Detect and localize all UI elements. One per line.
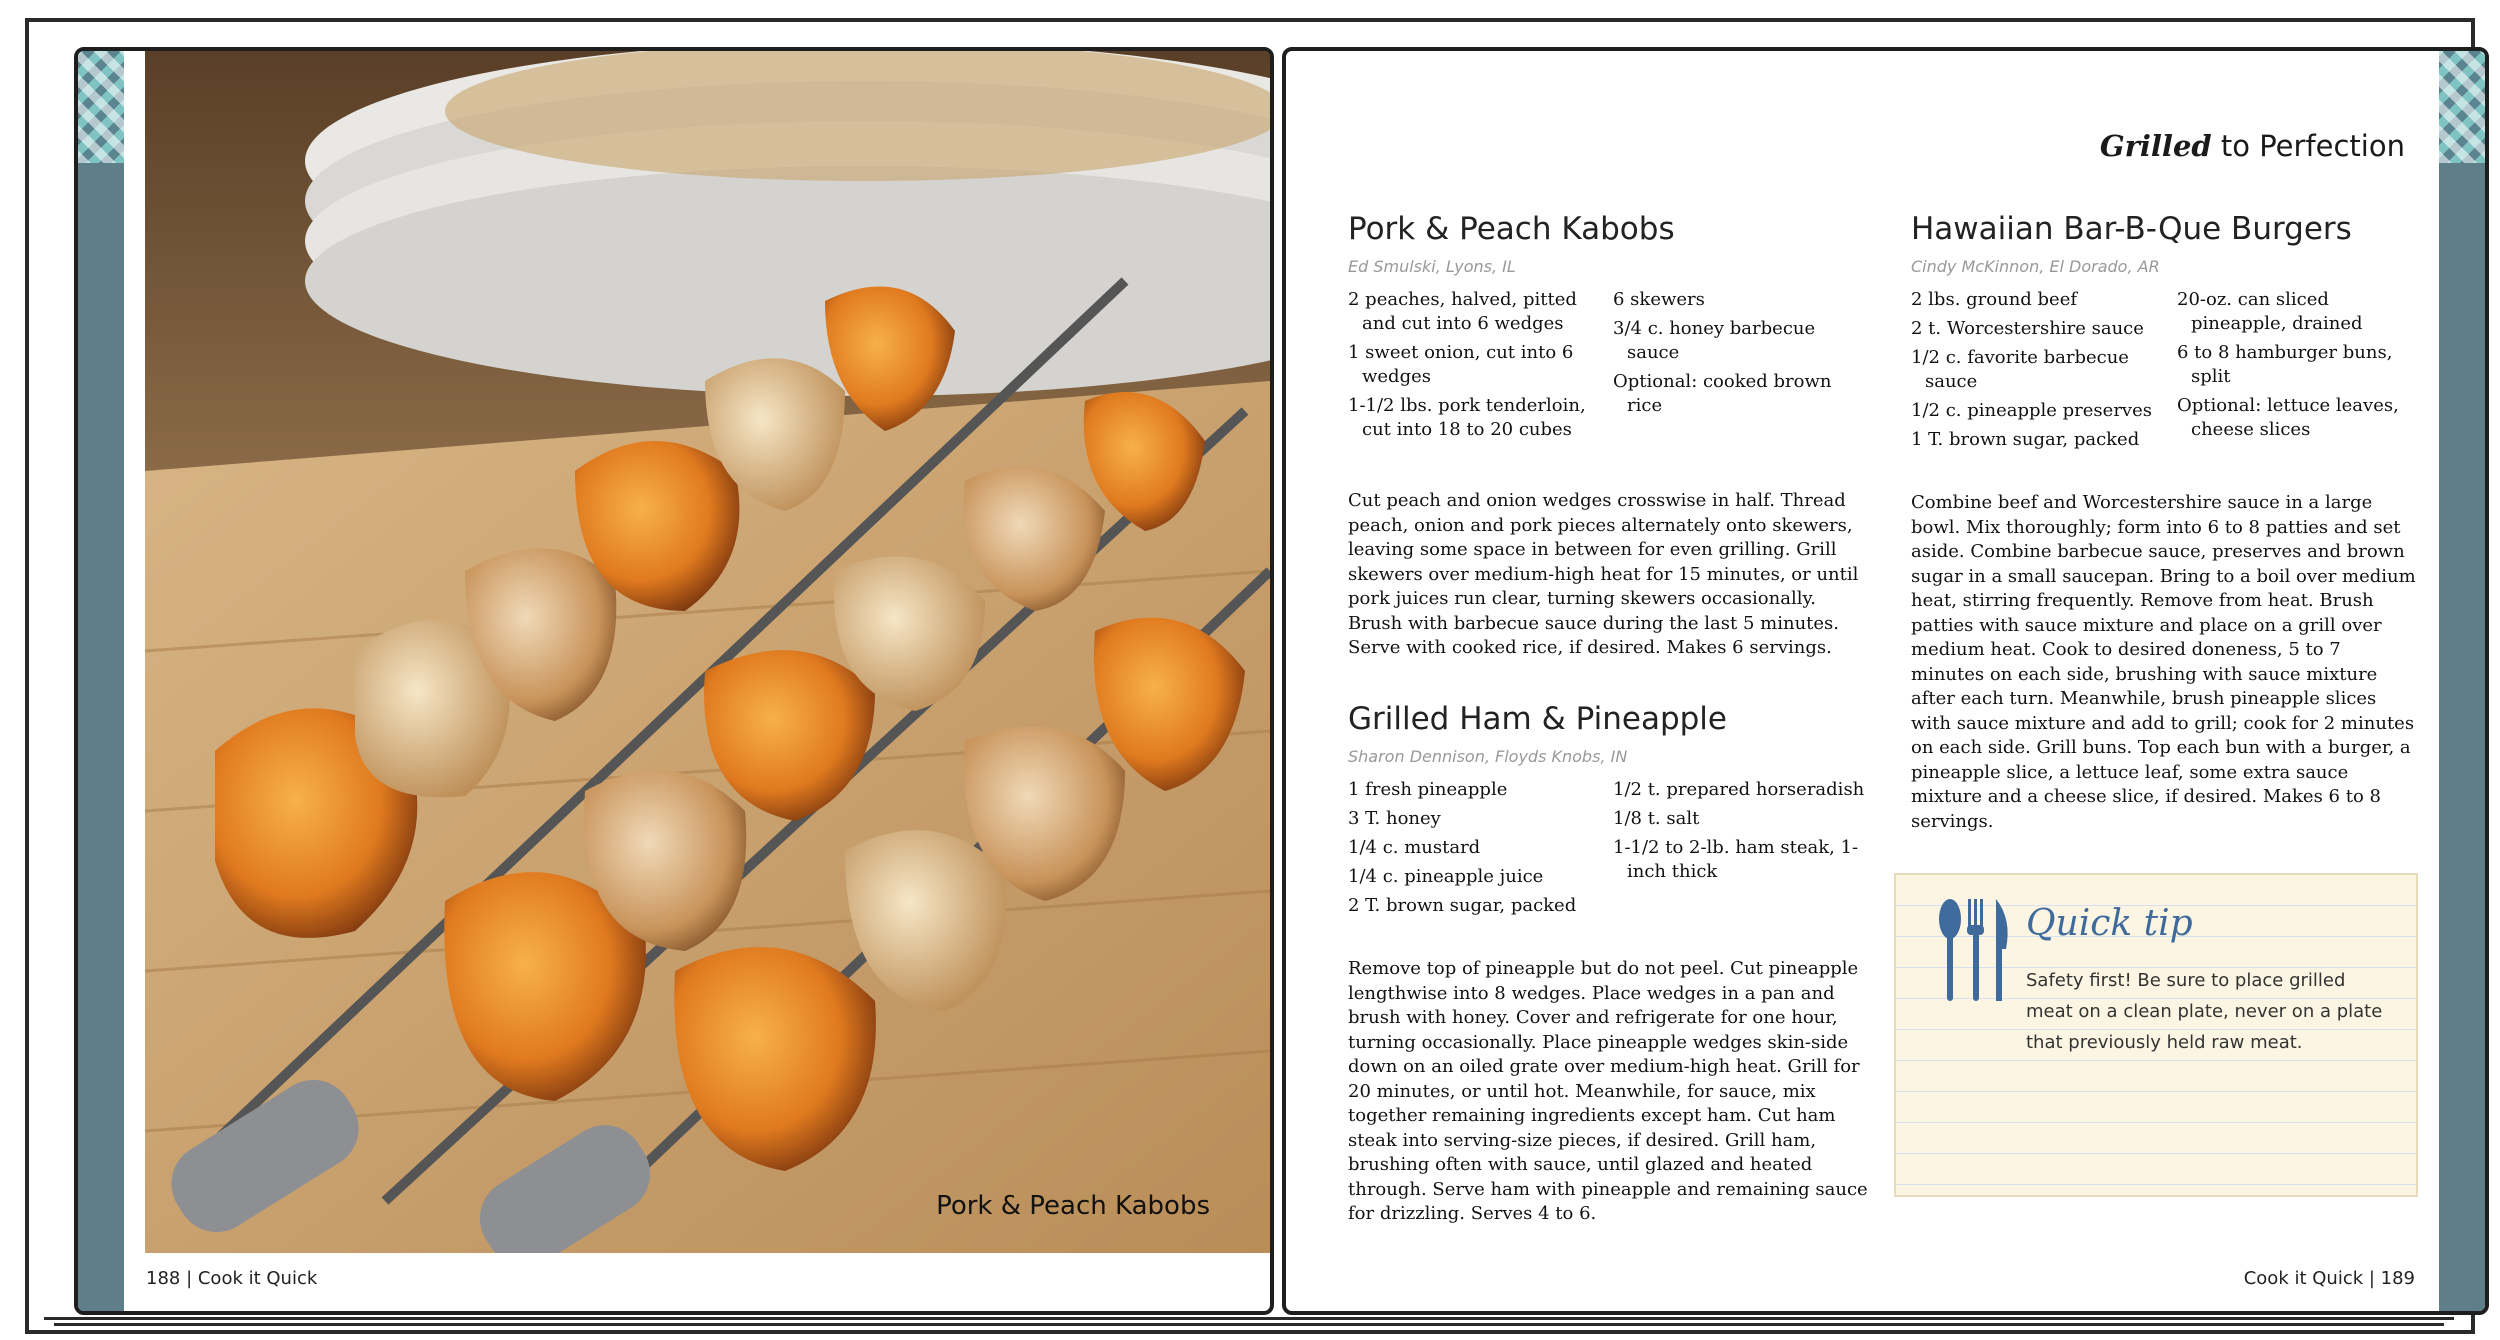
ingredient-item: 1/2 c. favorite barbecue sauce — [1911, 347, 2129, 392]
ingredient-item: 1/2 t. prepared horseradish — [1613, 779, 1865, 800]
ingredient-item: 6 skewers — [1613, 289, 1705, 310]
quick-tip-title: Quick tip — [2026, 903, 2193, 944]
ingredient-item: 1/8 t. salt — [1613, 808, 1700, 829]
ingredient-list — [1911, 288, 2416, 457]
ingredient-item: 1/4 c. pineapple juice — [1348, 866, 1544, 887]
page-footer-left: 188 | Cook it Quick — [146, 1268, 318, 1289]
recipe-author: Ed Smulski, Lyons, IL — [1348, 257, 1516, 276]
ingredient-item: 1/2 c. pineapple preserves — [1911, 400, 2152, 421]
ingredient-item: 3/4 c. honey barbecue sauce — [1613, 318, 1816, 363]
page-stack-line — [54, 1320, 2444, 1326]
ingredient-item: 20-oz. can sliced pineapple, drained — [2177, 289, 2363, 334]
ingredient-list — [1348, 288, 1868, 447]
ingredient-item: 1 T. brown sugar, packed — [1911, 429, 2140, 450]
quick-tip-text: Safety first! Be sure to place grilled meat on a clean plate, never on a plate that previously held raw meat. — [2026, 970, 2383, 1053]
ingredient-item: Optional: cooked brown rice — [1613, 371, 1832, 416]
page-edge-band — [78, 51, 124, 1311]
ingredient-item: 2 t. Worcestershire sauce — [1911, 318, 2144, 339]
ingredient-item: 1-1/2 lbs. pork tenderloin, cut into 18 to 20 cubes — [1348, 395, 1586, 440]
recipe-author: Cindy McKinnon, El Dorado, AR — [1911, 257, 2160, 276]
chapter-header-text: to Perfection — [2211, 129, 2405, 163]
recipe-author: Sharon Dennison, Floyds Knobs, IN — [1348, 747, 1628, 766]
ingredient-item: 1 fresh pineapple — [1348, 779, 1508, 800]
ingredient-item: Optional: lettuce leaves, cheese slices — [2177, 395, 2399, 440]
plaid-corner-decoration — [2439, 51, 2485, 163]
recipe-title: Grilled Ham & Pineapple — [1348, 701, 1727, 737]
ingredient-item: 1-1/2 to 2-lb. ham steak, 1-inch thick — [1613, 837, 1859, 882]
right-page — [1282, 47, 2489, 1315]
recipe-method: Remove top of pineapple but do not peel. Cut pineapple lengthwise into 8 wedges. Place wedges in a pan and brush with honey. Cover and refrigerate for one hour, turning occasionally. Place pineapple wedges skin-side down on an oiled grate over medium-high heat. Grill for 20 minutes, or until hot. Meanwhile, for sauce, mix together remaining ingredients except ham. Cut ham steak into serving-size pieces, if desired. Grill ham, brushing often with sauce, until glazed and heated through. Serve ham with pineapple and remaining sauce for drizzling. Serves 4 to 6. — [1348, 958, 1868, 1224]
photo-caption: Pork & Peach Kabobs — [936, 1191, 1210, 1221]
ingredient-item: 2 T. brown sugar, packed — [1348, 895, 1577, 916]
ingredient-item: 2 lbs. ground beef — [1911, 289, 2078, 310]
recipe-pork-peach-kabobs — [1348, 211, 1868, 661]
ingredient-item: 2 peaches, halved, pitted and cut into 6 wedges — [1348, 289, 1577, 334]
recipe-hawaiian-burgers — [1911, 211, 2416, 834]
kabob-illustration — [145, 51, 1270, 1253]
page-edge-band — [2439, 51, 2485, 1311]
left-page — [74, 47, 1274, 1315]
recipe-method: Cut peach and onion wedges crosswise in half. Thread peach, onion and pork pieces alternately onto skewers, leaving some space in between for even grilling. Grill skewers over medium-high heat for 15 minutes, or until pork juices run clear, turning skewers occasionally. Brush with barbecue sauce during the last 5 minutes. Serve with cooked rice, if desired. Makes 6 servings. — [1348, 490, 1859, 658]
ingredient-list — [1348, 778, 1873, 923]
quick-tip-card — [1896, 875, 2416, 1195]
kabob-photo — [145, 51, 1270, 1253]
recipe-title: Hawaiian Bar-B-Que Burgers — [1911, 211, 2352, 247]
plaid-corner-decoration — [78, 51, 124, 163]
ingredient-item: 3 T. honey — [1348, 808, 1441, 829]
recipe-grilled-ham-pineapple — [1348, 701, 1873, 1227]
chapter-header-script: Grilled — [2099, 129, 2212, 163]
recipe-method: Combine beef and Worcestershire sauce in a large bowl. Mix thoroughly; form into 6 to 8 patties and set aside. Combine barbecue sauce, preserves and brown sugar in a small saucepan. Bring to a boil over medium heat, stirring frequently. Remove from heat. Brush patties with sauce mixture and place on a grill over medium heat. Cook to desired doneness, 5 to 7 minutes on each side, brushing with sauce mixture after each turn. Meanwhile, brush pineapple slices with sauce mixture and add to grill; cook for 2 minutes on each side. Grill buns. Top each bun with a burger, a pineapple slice, a lettuce leaf, some extra sauce mixture and a cheese slice, if desired. Makes 6 to 8 servings. — [1911, 492, 2416, 832]
page-footer-right: Cook it Quick | 189 — [2243, 1268, 2415, 1289]
ingredient-item: 1/4 c. mustard — [1348, 837, 1481, 858]
utensils-icon — [1936, 895, 2016, 1005]
recipe-title: Pork & Peach Kabobs — [1348, 211, 1675, 247]
book-frame — [25, 18, 2475, 1334]
chapter-header — [2100, 129, 2405, 163]
ingredient-item: 1 sweet onion, cut into 6 wedges — [1348, 342, 1574, 387]
ingredient-item: 6 to 8 hamburger buns, split — [2177, 342, 2393, 387]
